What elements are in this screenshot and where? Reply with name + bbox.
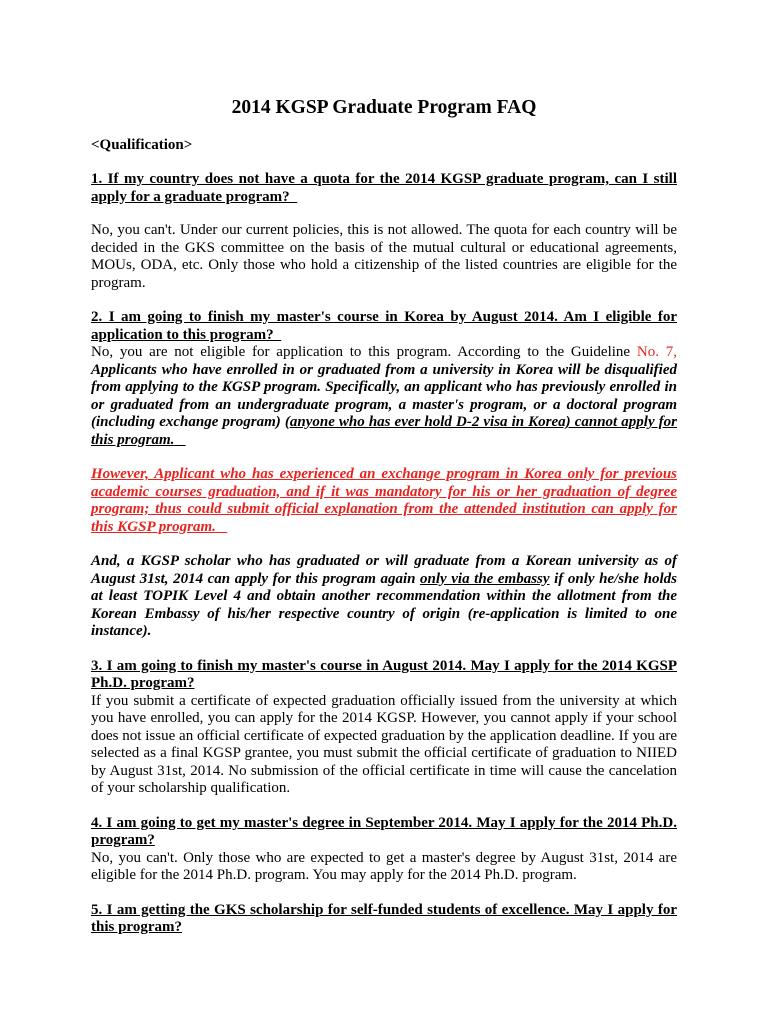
kgsp-scholar-reapplication-note xyxy=(91,553,677,641)
exchange-program-exception-note xyxy=(91,466,677,536)
answer-1: No, you can't. Under our current policies, this is not allowed. The quota for each country will be decided in the GKS committee on the basis of the mutual cultural or educational agreements, MOUs, ODA, etc. Only those who hold a citizenship of the listed countries are eligible for the program. xyxy=(91,222,677,291)
section-heading-qualification: <Qualification> xyxy=(91,137,193,153)
question-3: 3. I am going to finish my master's course in August 2014. May I apply for the 2014 KGSP Ph.D. program? xyxy=(91,657,677,691)
answer-2 xyxy=(91,344,677,449)
document-title: 2014 KGSP Graduate Program FAQ xyxy=(231,97,537,118)
reapplication-lead: And, a KGSP scholar who has graduated or will graduate from a Korean university as of August 31st, 2014 can apply for this program again xyxy=(91,553,677,587)
question-4: 4. I am going to get my master's degree in September 2014. May I apply for the 2014 Ph.D. program? xyxy=(91,814,677,848)
question-5: 5. I am getting the GKS scholarship for self-funded students of excellence. May I apply for this program? xyxy=(91,901,677,935)
reapplication-tail: if only he/she holds at least TOPIK Level 4 and obtain another recommendation within the allotment from the Korean Embassy of his/her respective country of origin (re-application is limited to one instance). xyxy=(91,570,677,639)
answer-3: If you submit a certificate of expected graduation officially issued from the university at which you have enrolled, you can apply for the 2014 KGSP. However, you cannot apply if your school does not issue an official certificate of expected graduation by the application deadline. If you are selected as a final KGSP grantee, you must submit the official certificate of graduation to NIIED by August 31st, 2014. No submission of the official certificate in time will cause the cancelation of your scholarship qualification. xyxy=(91,692,677,796)
question-1-text: 1. If my country does not have a quota for the 2014 KGSP graduate program, can I still apply for a graduate program? xyxy=(91,171,677,205)
answer-4: No, you can't. Only those who are expected to get a master's degree by August 31st, 2014 are eligible for the 2014 Ph.D. program. You may apply for the 2014 Ph.D. program. xyxy=(91,849,677,883)
answer-2-lead: No, you are not eligible for application to this program. According to the Guideline xyxy=(91,344,637,360)
exchange-program-exception-text: However, Applicant who has experienced an exchange program in Korea only for previous academic courses graduation, and if it was mandatory for his or her graduation of degree program; thus could submit official explanation from the attended institution can apply for this KGSP program. xyxy=(91,466,677,535)
answer-2-rule-text: Applicants who have enrolled in or graduated from a university in Korea will be disqualified from applying to the KGSP program. Specifically, an applicant who has previously enrolled in or graduated from an undergraduate program, a master's program, or a doctoral program (including exchange program) xyxy=(91,361,677,430)
answer-2-visa-clause: (anyone who has ever hold D-2 visa in Korea) cannot apply for this program. xyxy=(91,414,677,448)
reapplication-embassy-clause: only via the embassy xyxy=(420,570,550,587)
guideline-reference: No. 7, xyxy=(636,344,677,360)
question-2 xyxy=(91,309,677,344)
question-2-text: 2. I am going to finish my master's course in Korea by August 2014. Am I eligible for application to this program? xyxy=(91,309,677,343)
question-1 xyxy=(91,171,677,206)
